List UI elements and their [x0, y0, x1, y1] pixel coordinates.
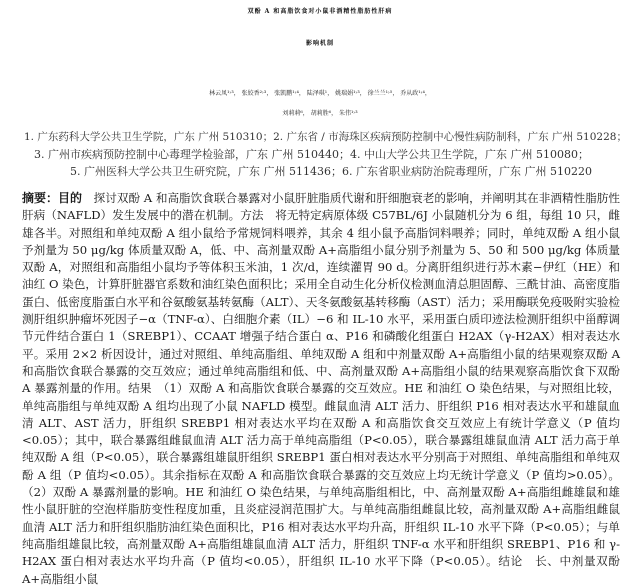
author-list-line2: 刘莉莉⁶， 胡莉胜⁶， 朱伟¹˒³ [282, 110, 358, 117]
abstract-label: 摘要：目的 [22, 191, 83, 205]
abstract-text: 探讨双酚 A 和高脂饮食联合暴露对小鼠肝脏脂质代谢和肝细胞衰老的影响，并阐明其在非酒精性脂肪性肝病（NAFLD）发生发展中的潜在机制。方法 将无特定病原体级 C57BL/6J 小鼠随机分为 6 组，每组 10 只，雌雄各半。对照组和单纯双酚 A 组小鼠给予常规饲料喂养，其余 4 组小鼠予高脂饲料喂养；同时，单纯双酚 A 组小鼠予剂量为 50 μg/kg 体质量双酚 A，低、中、高剂量双酚 A+高脂组小鼠分别予剂量为 5、50 和 500 μg/kg 体质量双酚 A，对照组和高脂组小鼠均予等体积玉米油，1 次/d，连续灌胃 90 d。分离肝组织进行苏木素−伊红（HE）和油红 O 染色，计算肝脏器官系数和油红染色面积比；采用全自动生化分析仪检测血清总胆固醇、三酰甘油、高密度脂蛋白、低密度脂蛋白水平和谷氨酸氨基转氨酶（ALT）、天冬氨酸氨基转移酶（AST）活力；采用酶联免疫吸附实验检测肝组织肿瘤坏死因子−α（TNF-α）、白细胞介素（IL）−6 和 IL-10 水平，采用蛋白质印迹法检测肝组织中甾醇调节元件结合蛋白 1（SREBP1）、CCAAT 增强子结合蛋白 α、P16 和磷酸化组蛋白 H2AX（γ-H2AX）相对表达水平。采用 2×2 析因设计，通过对照组、单纯高脂组、单纯双酚 A 组和中剂量双酚 A+高脂组小鼠的结果观察双酚 A 和高脂饮食联合暴露的交互效应；通过单纯高脂组和低、中、高剂量双酚 A+高脂组小鼠的结果观察高脂饮食下双酚 A 暴露剂量的作用。结果 （1）双酚 A 和高脂饮食联合暴露的交互效应。HE 和油红 O 染色结果，与对照组比较，单纯高脂组与单纯双酚 A 组均出现了小鼠 NAFLD 模型。雌鼠血清 ALT 活力、肝组织 P16 相对表达水平和雄鼠血清 ALT、AST 活力，肝组织 SREBP1 相对表达水平均在双酚 A 和高脂饮食交互效应上有统计学意义（P 值均<0.05）；其中，联合暴露组雌鼠血清 ALT 活力高于单纯高脂组（P<0.05），联合暴露组雄鼠血清 ALT 活力高于单纯双酚 A 组（P<0.05），联合暴露组雄鼠肝组织 SREBP1 蛋白相对表达水平分别高于对照组、单纯高脂组和单纯双酚 A 组（P 值均<0.05）。其余指标在双酚 A 和高脂饮食联合暴露的交互效应上均无统计学意义（P 值均>0.05）。（2）双酚 A 暴露剂量的影响。HE 和油红 O 染色结果，与单纯高脂组相比，中、高剂量双酚 A+高脂组雌雄鼠和雄性小鼠肝脏的空泡样脂肪变性程度加重，且炎症浸润范围扩大。与单纯高脂组雌鼠比较，高剂量双酚 A+高脂组雌鼠血清 ALT 活力和肝组织脂肪油红染色面积比，P16 相对表达水平均升高，肝组织 IL-10 水平下降（P<0.05）；与单纯高脂组雄鼠比较，高剂量双酚 A+高脂组雄鼠血清 ALT 活力，肝组织 TNF-α 水平和肝组织 SREBP1、P16 和 γ-H2AX 蛋白相对表达水平均升高（P 值均<0.05），肝组织 IL-10 水平下降（P<0.05）。结论 长、中剂量双酚 A+高脂组小鼠 [22, 191, 620, 586]
abstract [22, 190, 620, 588]
paper-title-line1: 双酚 A 和高脂饮食对小鼠非酒精性脂肪性肝病 [247, 8, 393, 15]
author-list-line1: 林云凤¹˒³， 张姣香²˒³， 张凯鹏¹˒⁴， 陆泽琪¹， 姚瑞娟¹˒³， 徐兰兰¹˒⁵， 乔从政¹˒⁴， [209, 90, 431, 97]
affiliation-line2: 3. 广州市疾病预防控制中心毒理学检验部，广东 广州 510440；4. 中山大学公共卫生学院，广东 广州 510080； [34, 148, 589, 161]
affiliation-line1: 1. 广东药科大学公共卫生学院，广东 广州 510310；2. 广东省 / 市海珠区疾病预防控制中心慢性病防制科，广东 广州 510228； [24, 131, 627, 143]
paper-title-line2: 影响机制 [305, 40, 334, 47]
affiliation-line3: 5. 广州医科大学公共卫生研究院，广东 广州 511436；6. 广东省职业病防治院毒理所，广东 广州 510220 [70, 165, 592, 178]
